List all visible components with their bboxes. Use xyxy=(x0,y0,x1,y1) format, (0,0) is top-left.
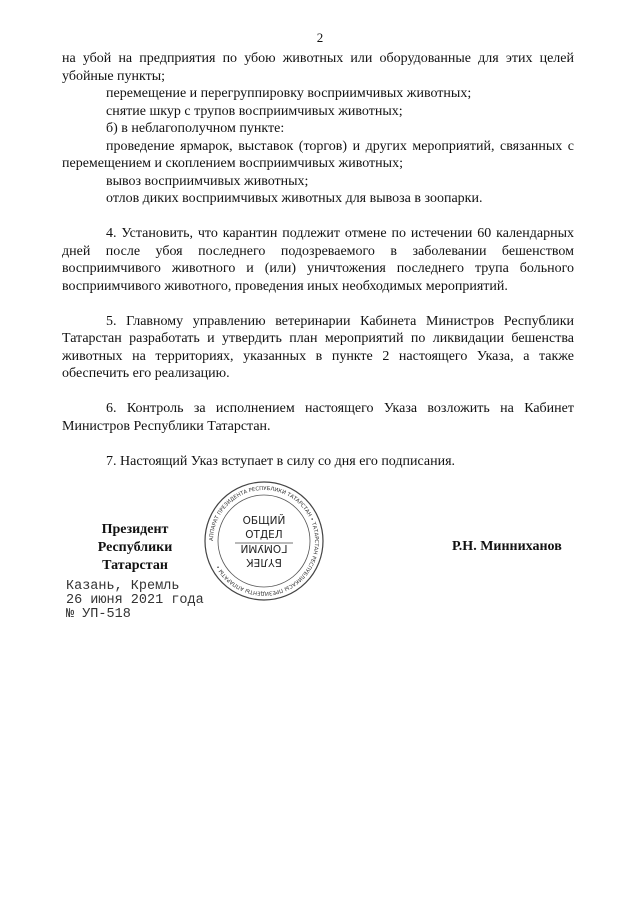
signatory-title-line: Республики Татарстан xyxy=(97,540,173,573)
page-number: 2 xyxy=(316,30,324,45)
stamp-line: ОБЩИЙ xyxy=(242,515,286,527)
paragraph: 5. Главному управлению ветеринарии Кабинета Министров Республики Татарстан разработать и утвердить план мероприятий по ликвидации бешенства животных на территориях, указанных в пункте 2 настоящего Указа, а также обеспечить его реализацию. xyxy=(62,313,574,381)
decree-meta xyxy=(66,580,204,622)
signatory-title xyxy=(64,521,206,575)
signatory-name: Р.Н. Минниханов xyxy=(452,539,562,554)
paragraph: отлов диких восприимчивых животных для вывоза в зоопарки. xyxy=(106,191,483,206)
paragraph: вывоз восприимчивых животных; xyxy=(106,173,309,189)
decree-date: 26 июня 2021 года xyxy=(66,593,204,608)
paragraph: 7. Настоящий Указ вступает в силу со дня его подписания. xyxy=(106,453,456,469)
paragraph: на убой на предприятия по убою животных или оборудованные для этих целей убойные пункты; xyxy=(62,51,574,84)
paragraph: 6. Контроль за исполнением настоящего Указа возложить на Кабинет Министров Республики Татарстан. xyxy=(62,401,574,434)
signatory-title-line: Президент xyxy=(101,522,169,537)
paragraph: проведение ярмарок, выставок (торгов) и других мероприятий, связанных с перемещением и скоплением восприимчивых животных; xyxy=(62,138,574,171)
decree-number: № УП-518 xyxy=(66,607,131,622)
stamp-ring-text: АППАРАТ ПРЕЗИДЕНТА РЕСПУБЛИКИ ТАТАРСТАН • ТАТАРСТАН РЕСПУБЛИКАСЫ ПРЕЗИДЕНТЫ АППАРАТЫ • xyxy=(208,485,320,597)
decree-body xyxy=(62,50,574,470)
decree-place: Казань, Кремль xyxy=(66,579,180,594)
stamp-line: ГОМУМИ xyxy=(240,542,288,554)
paragraph: снятие шкур с трупов восприимчивых животных; xyxy=(106,103,403,119)
stamp-line: ОТДЕЛ xyxy=(245,529,283,541)
paragraph: перемещение и перегруппировку восприимчивых животных; xyxy=(106,86,472,101)
official-stamp xyxy=(203,480,325,602)
paragraph: 4. Установить, что карантин подлежит отмене по истечении 60 календарных дней после убоя последнего подозреваемого в заболевании бешенством восприимчивого животного и (или) уничтожения последнего трупа больного восприимчивого животного, проведения иных необходимых мероприятий. xyxy=(62,226,574,294)
stamp-line: БҮЛЕК xyxy=(246,556,282,568)
paragraph: б) в неблагополучном пункте: xyxy=(106,121,285,136)
